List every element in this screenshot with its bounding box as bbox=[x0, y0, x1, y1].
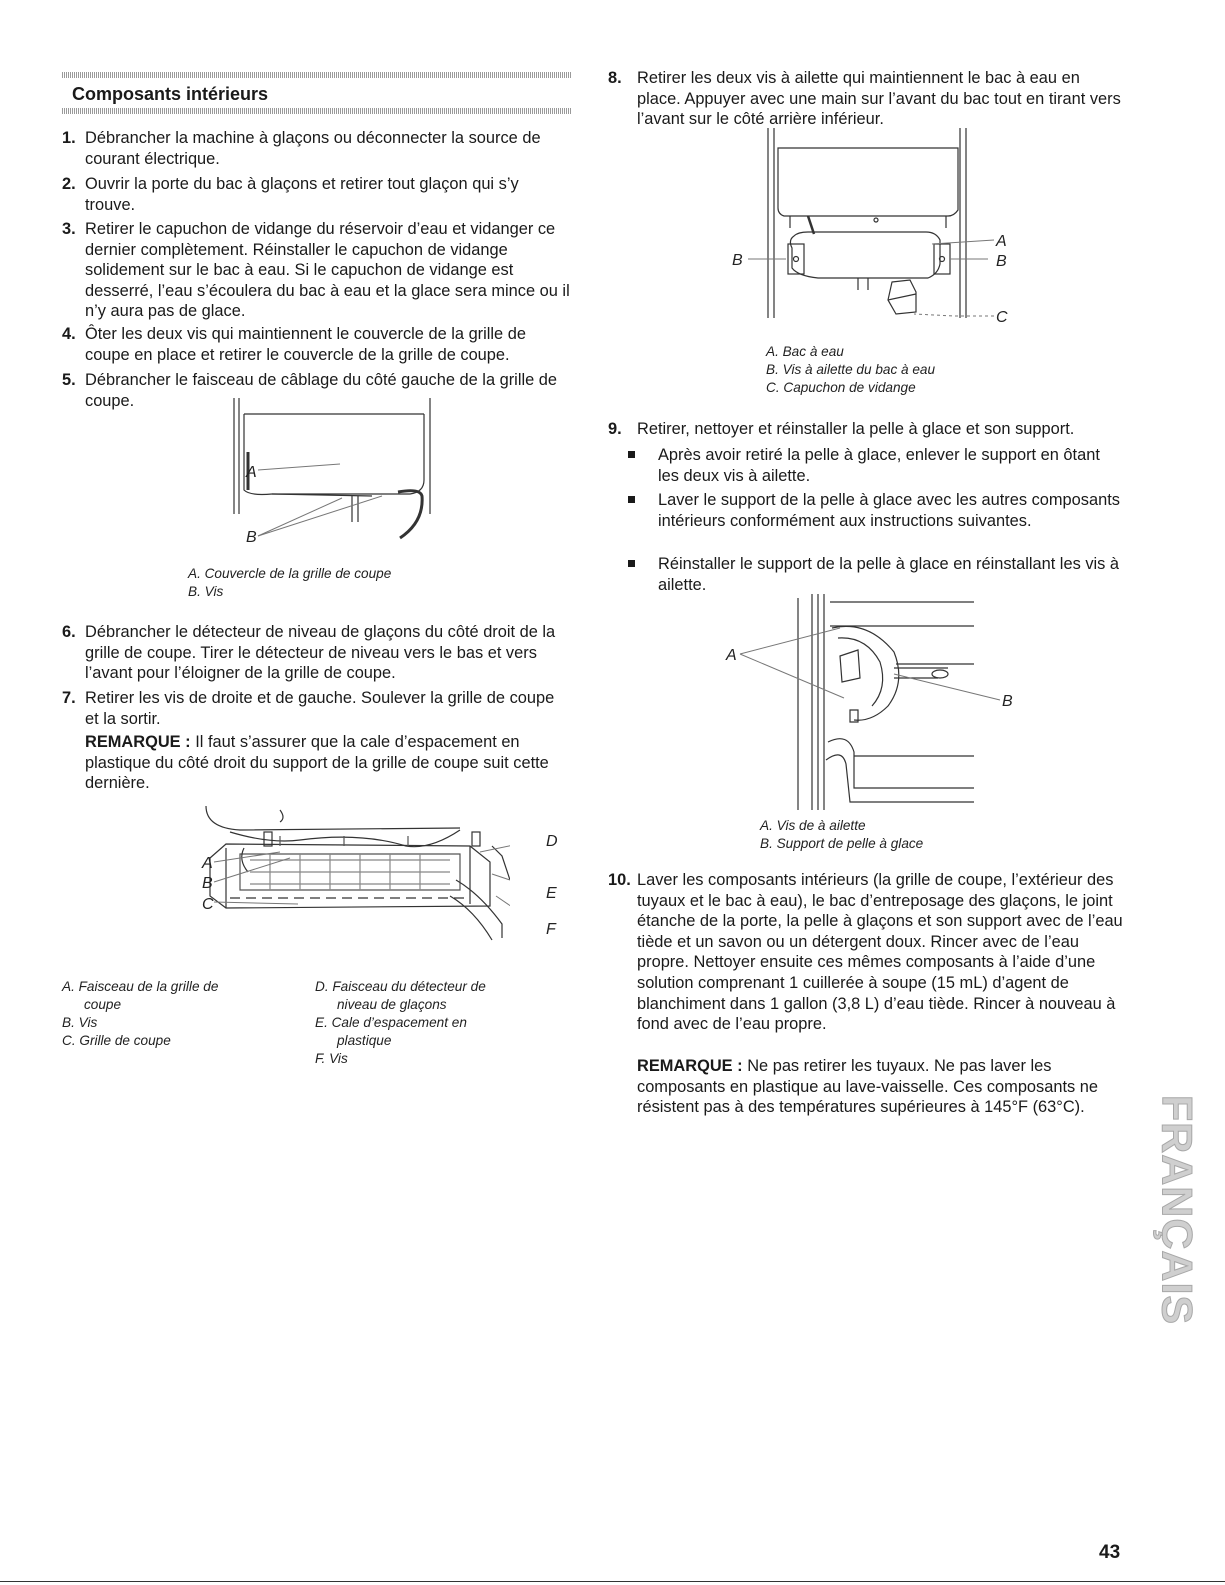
callout-label-a: A bbox=[726, 647, 737, 664]
callout-label-e: E bbox=[546, 885, 557, 902]
step-text: Débrancher le faisceau de câblage du côté gauche de la grille de coupe. bbox=[85, 371, 558, 410]
figure-4-caption bbox=[760, 817, 923, 853]
note-dishwasher bbox=[637, 1056, 1123, 1118]
step-text: Laver les composants intérieurs (la grille de coupe, l’extérieur des tuyaux et le bac à eau), le bac d’entreposage des glaçons, le joint étanche de la porte, la pelle à glaçons et son support avec de l’eau tiède et un savon ou un détergent doux. Rincer avec de l’eau propre. Nettoyer ensuite ces mêmes composants à l’aide d’une solution comprenant 1 cuillerée à soupe (15 mL) d’agent de blanchiment dans 1 gallon (3,8 L) d’eau tiède. Rincer à nouveau à fond avec de l’eau propre. bbox=[637, 871, 1123, 1034]
callout-label-b: B bbox=[246, 529, 257, 546]
bullet-square bbox=[628, 496, 635, 503]
bullet-item bbox=[628, 490, 1123, 531]
figure-2-caption-left bbox=[62, 978, 218, 1050]
page-number: 43 bbox=[1099, 1542, 1121, 1563]
note-spacer bbox=[85, 732, 572, 794]
caption-line: C. Grille de coupe bbox=[62, 1033, 171, 1048]
step-text: Retirer les deux vis à ailette qui maintiennent le bac à eau en place. Appuyer avec une main sur l’avant du bac tout en tirant vers l’avant sur le côté arrière inférieur. bbox=[637, 69, 1121, 129]
callout-label-b-right: B bbox=[996, 253, 1007, 270]
caption-line: coupe bbox=[84, 997, 122, 1012]
caption-line: A. Vis de à ailette bbox=[760, 818, 866, 833]
cutter-grid-illustration bbox=[130, 800, 510, 968]
step-text: Retirer les vis de droite et de gauche. Soulever la grille de coupe et la sortir. bbox=[85, 689, 555, 728]
step-1 bbox=[62, 128, 572, 169]
step-number: 8. bbox=[608, 69, 622, 87]
step-text: Débrancher la machine à glaçons ou déconnecter la source de courant électrique. bbox=[85, 129, 541, 168]
bullet-square bbox=[628, 560, 635, 567]
bullet-text: Après avoir retiré la pelle à glace, enlever le support en ôtant les deux vis à ailette. bbox=[658, 446, 1100, 485]
caption-line: niveau de glaçons bbox=[337, 997, 447, 1012]
caption-line: plastique bbox=[337, 1033, 392, 1048]
note-text: Ne pas retirer les tuyaux. Ne pas laver les composants en plastique au lave-vaisselle. Ces composants ne résistent pas à des températures supérieures à 145°F (63°C). bbox=[637, 1057, 1099, 1117]
language-label: FRANÇAIS bbox=[1152, 1094, 1201, 1326]
figure-water-tray bbox=[718, 128, 1018, 328]
caption-line: C. Capuchon de vidange bbox=[766, 380, 916, 395]
section-rule-top bbox=[62, 72, 572, 78]
callout-label-c: C bbox=[202, 896, 214, 913]
callout-label-b: B bbox=[1002, 693, 1013, 710]
caption-line: B. Vis à ailette du bac à eau bbox=[766, 362, 936, 377]
caption-line: E. Cale d’espacement en bbox=[315, 1015, 467, 1030]
step-number: 3. bbox=[62, 220, 76, 238]
step-10 bbox=[608, 870, 1123, 1035]
step-number: 5. bbox=[62, 371, 76, 389]
caption-line: A. Bac à eau bbox=[766, 344, 844, 359]
figure-2-caption-right bbox=[315, 978, 486, 1068]
step-number: 10. bbox=[608, 871, 631, 889]
callout-label-c: C bbox=[996, 309, 1008, 326]
step-9 bbox=[608, 419, 1123, 440]
note-label: REMARQUE : bbox=[85, 733, 191, 751]
section-title: Composants intérieurs bbox=[72, 84, 269, 104]
figure-3-caption bbox=[766, 343, 935, 397]
caption-line: D. Faisceau du détecteur de bbox=[315, 979, 486, 994]
step-number: 2. bbox=[62, 175, 76, 193]
figure-1-caption bbox=[188, 565, 391, 601]
step-8 bbox=[608, 68, 1123, 130]
language-side-tab bbox=[1152, 1075, 1200, 1345]
section-rule-bottom bbox=[62, 108, 572, 114]
step-4 bbox=[62, 324, 572, 365]
bullet-square bbox=[628, 451, 635, 458]
bullet-item bbox=[628, 445, 1123, 486]
step-6 bbox=[62, 622, 572, 684]
callout-label-f: F bbox=[546, 921, 556, 938]
page-bottom-line bbox=[0, 1581, 1225, 1582]
cutter-grid-right-callouts bbox=[532, 826, 572, 946]
caption-line: B. Vis bbox=[188, 584, 224, 599]
callout-label-a: A bbox=[246, 464, 257, 481]
step-text: Ouvrir la porte du bac à glaçons et retirer tout glaçon qui s’y trouve. bbox=[85, 175, 519, 214]
step-number: 1. bbox=[62, 129, 76, 147]
step-3 bbox=[62, 219, 572, 322]
note-label: REMARQUE : bbox=[637, 1057, 743, 1075]
cutter-grid-cover-illustration bbox=[172, 392, 452, 558]
step-text: Retirer le capuchon de vidange du réservoir d’eau et vidanger ce dernier complètement. Réinstaller le capuchon de vidange solidement sur le bac à eau. Si le capuchon de vidange est desserré, l’eau s’écoulera du bac à eau et la glace sera mince ou il n’y aura pas de glace. bbox=[85, 220, 570, 321]
callout-label-a: A bbox=[996, 233, 1007, 250]
step-number: 7. bbox=[62, 689, 76, 707]
step-number: 9. bbox=[608, 420, 622, 438]
step-text: Débrancher le détecteur de niveau de glaçons du côté droit de la grille de coupe. Tirer le détecteur de niveau vers le bas et vers l’avant pour l’éloigner de la grille de coupe. bbox=[85, 623, 556, 683]
caption-line: A. Couvercle de la grille de coupe bbox=[188, 566, 392, 581]
bullet-text: Laver le support de la pelle à glace avec les autres composants intérieurs conformément aux instructions suivantes. bbox=[658, 491, 1120, 530]
ice-scoop-support-illustration bbox=[708, 592, 1018, 814]
bullet-text: Réinstaller le support de la pelle à glace en réinstallant les vis à ailette. bbox=[658, 555, 1120, 594]
step-text: Retirer, nettoyer et réinstaller la pelle à glace et son support. bbox=[637, 420, 1075, 438]
figure-cutter-grid-cover bbox=[172, 392, 452, 558]
caption-line: B. Vis bbox=[62, 1015, 98, 1030]
callout-label-b: B bbox=[202, 875, 213, 892]
bullet-item bbox=[628, 554, 1123, 595]
figure-cutter-grid bbox=[130, 800, 510, 968]
step-2 bbox=[62, 174, 572, 215]
callout-label-a: A bbox=[202, 855, 213, 872]
step-7 bbox=[62, 688, 572, 729]
caption-line: B. Support de pelle à glace bbox=[760, 836, 924, 851]
callout-label-b-left: B bbox=[732, 252, 743, 269]
note-text: Il faut s’assurer que la cale d’espacement en plastique du côté droit du support de la grille de coupe suit cette dernière. bbox=[85, 733, 549, 793]
step-number: 6. bbox=[62, 623, 76, 641]
step-number: 4. bbox=[62, 325, 76, 343]
water-tray-illustration bbox=[718, 128, 1018, 328]
step-text: Ôter les deux vis qui maintiennent le couvercle de la grille de coupe en place et retirer le couvercle de la grille de coupe. bbox=[85, 325, 526, 364]
caption-line: F. Vis bbox=[315, 1051, 348, 1066]
caption-line: A. Faisceau de la grille de bbox=[62, 979, 219, 994]
figure-ice-scoop-support bbox=[708, 592, 1018, 814]
callout-label-d: D bbox=[546, 833, 558, 850]
